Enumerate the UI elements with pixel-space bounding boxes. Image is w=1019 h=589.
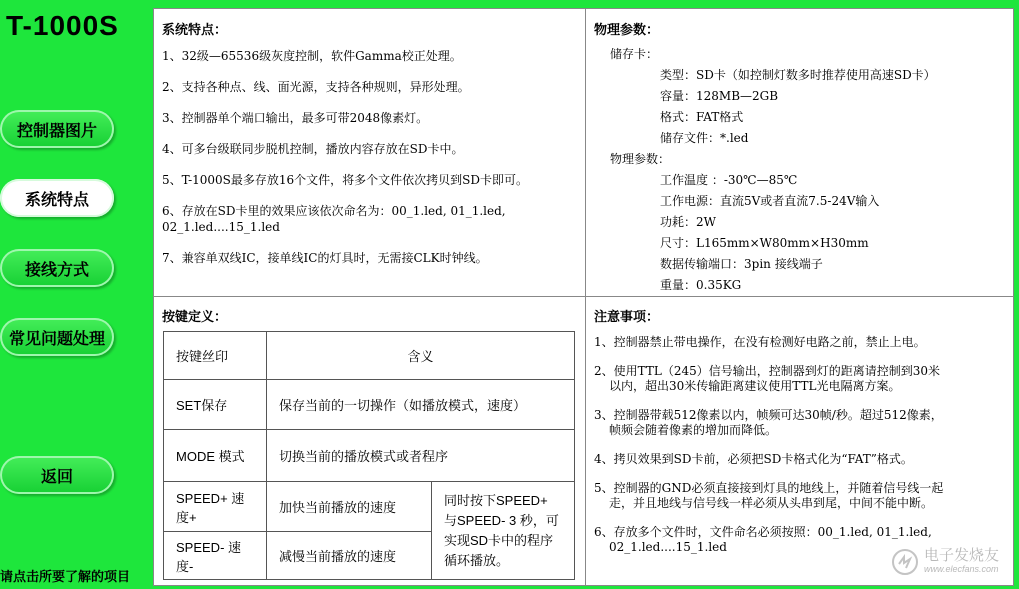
key-meaning: 加快当前播放的速度 (267, 482, 432, 532)
key-meaning: 减慢当前播放的速度 (267, 532, 432, 580)
physical-title: 物理参数： (594, 23, 660, 38)
phys-spec: 工作温度 ：-30℃—85℃ (660, 173, 798, 187)
combo-note: 同时按下SPEED+ 与SPEED- 3 秒，可实现SD卡中的程序循环播放。 (432, 482, 575, 580)
nav-back-button[interactable]: 返回 (0, 456, 114, 494)
note-line-continued: 走，并且地线与信号线一样必须从头串到尾，中间不能中断。 (609, 496, 934, 510)
keys-table (163, 331, 575, 580)
note-item (594, 364, 1004, 394)
note-line: 4、拷贝效果到SD卡前，必须把SD卡格式化为“FAT”格式。 (594, 452, 913, 466)
key-label: SPEED+ 速度+ (164, 482, 267, 532)
feature-item: 1、32级—65536级灰度控制，软件Gamma校正处理。 (162, 49, 462, 63)
sd-spec: 储存文件：*.led (660, 131, 749, 145)
sd-spec: 格式：FAT格式 (660, 110, 744, 124)
note-item (594, 408, 1004, 438)
feature-item: 4、可多台级联同步脱机控制，播放内容存放在SD卡中。 (162, 142, 464, 156)
feature-item: 6、存放在SD卡里的效果应该依次命名为：00_1.led, 01_1.led, (162, 204, 506, 218)
key-label: MODE 模式 (164, 430, 267, 482)
note-line: 5、控制器的GND必须直接接到灯具的地线上，并随着信号线一起 (594, 481, 944, 495)
key-meaning: 保存当前的一切操作（如播放模式，速度） (267, 380, 575, 430)
sd-spec: 容量：128MB—2GB (660, 89, 779, 103)
watermark-cn: 电子发烧友 (923, 546, 999, 564)
note-item (594, 335, 1004, 350)
note-line: 2、使用TTL（245）信号输出，控制器到灯的距离请控制到30米 (594, 364, 941, 378)
app-title: T-1000S (6, 10, 119, 41)
sd-heading: 储存卡： (610, 47, 659, 61)
feature-item-continued: 02_1.led....15_1.led (162, 220, 280, 234)
sd-spec: 类型：SD卡（如控制灯数多时推荐使用高速SD卡） (660, 68, 936, 82)
hint-text: 请点击所要了解的项目 (0, 570, 131, 585)
feature-item: 3、控制器单个端口输出，最多可带2048像素灯。 (162, 111, 429, 125)
key-label: SPEED- 速度- (164, 532, 267, 580)
note-line-continued: 02_1.led....15_1.led (609, 540, 727, 554)
phys-spec: 工作电源：直流5V或者直流7.5-24V输入 (660, 194, 880, 208)
nav-faq-button[interactable]: 常见问题处理 (0, 318, 114, 356)
key-label: SET保存 (164, 380, 267, 430)
divider-horizontal (154, 296, 1013, 297)
key-meaning: 切换当前的播放模式或者程序 (267, 430, 575, 482)
feature-item: 7、兼容单双线IC，接单线IC的灯具时，无需接CLK时钟线。 (162, 251, 488, 265)
features-title: 系统特点： (162, 23, 228, 38)
phys-spec: 数据传输端口：3pin 接线端子 (660, 257, 823, 271)
nav-wiring-button[interactable]: 接线方式 (0, 249, 114, 287)
table-header-meaning: 含义 (267, 332, 575, 380)
note-item (594, 481, 1004, 511)
note-line-continued: 帧频会随着像素的增加而降低。 (609, 423, 778, 437)
notes-section (594, 306, 1004, 569)
feature-item: 2、支持各种点、线、面光源，支持各种规则，异形处理。 (162, 80, 470, 94)
physical-section (594, 19, 1004, 296)
features-section (162, 19, 572, 281)
table-header-key: 按键丝印 (164, 332, 267, 380)
note-line: 6、存放多个文件时，文件命名必须按照：00_1.led, 01_1.led, (594, 525, 932, 539)
nav-system-features-button[interactable]: 系统特点 (0, 179, 114, 217)
phys-heading: 物理参数： (610, 152, 671, 166)
divider-vertical (585, 9, 586, 585)
note-line: 1、控制器禁止带电操作，在没有检测好电路之前，禁止上电。 (594, 335, 926, 349)
content-panel (153, 8, 1014, 586)
note-line: 3、控制器带载512像素以内，帧频可达30帧/秒。超过512像素， (594, 408, 943, 422)
note-item (594, 452, 1004, 467)
keys-title: 按键定义： (162, 310, 228, 325)
feature-item: 5、T-1000S最多存放16个文件，将多个文件依次拷贝到SD卡即可。 (162, 173, 529, 187)
phys-spec: 功耗：2W (660, 215, 716, 229)
watermark-en: www.elecfans.com (923, 564, 999, 574)
note-line-continued: 以内，超出30米传输距离建议使用TTL光电隔离方案。 (609, 379, 901, 393)
phys-spec: 重量：0.35KG (660, 278, 742, 292)
watermark-logo-icon (890, 547, 920, 577)
notes-title: 注意事项： (594, 310, 660, 325)
watermark (890, 547, 999, 577)
nav-controller-pictures-button[interactable]: 控制器图片 (0, 110, 114, 148)
keys-section (162, 306, 577, 580)
phys-spec: 尺寸：L165mm×W80mm×H30mm (660, 236, 869, 250)
